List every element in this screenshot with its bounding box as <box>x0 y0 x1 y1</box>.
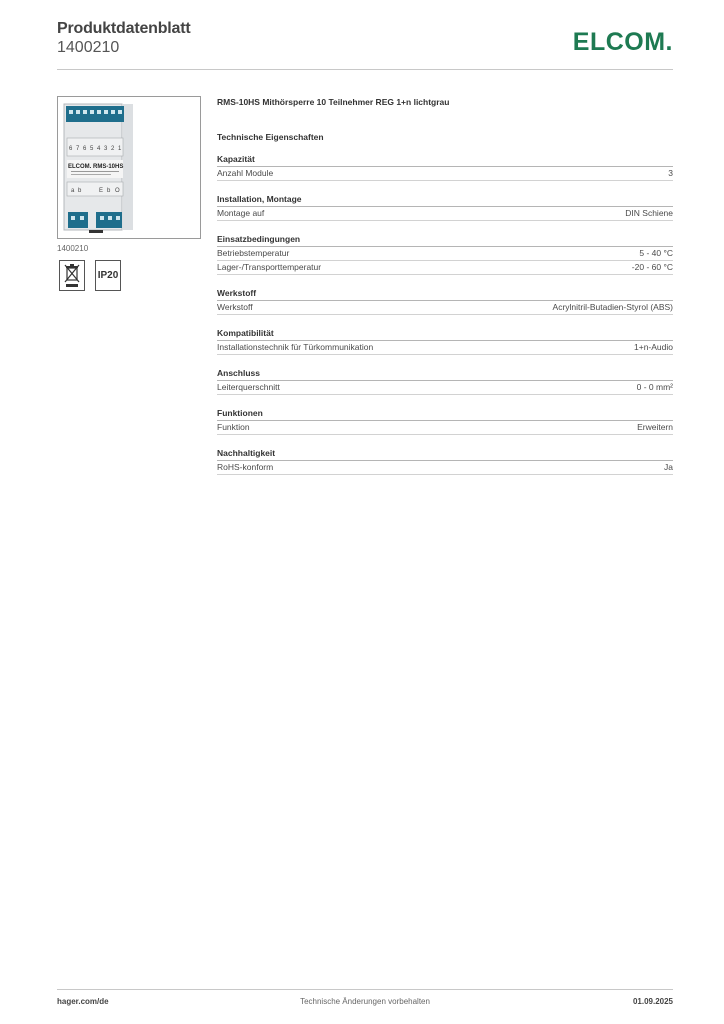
spec-label: Werkstoff <box>217 302 253 312</box>
spec-row <box>217 421 673 435</box>
spec-value: Erweitern <box>637 422 673 432</box>
spec-label: RoHS-konform <box>217 462 274 472</box>
tech-properties-title: Technische Eigenschaften <box>217 132 324 142</box>
specifications <box>217 96 673 487</box>
terminal-number: 1 <box>118 146 122 152</box>
terminal-number: 6 <box>83 146 87 152</box>
section-anschluss <box>217 367 673 395</box>
device-label: ELCOM. RMS-10HS <box>68 164 124 170</box>
terminal-number: 3 <box>104 146 108 152</box>
section-title: Kompatibilität <box>217 327 673 341</box>
terminal-letter: a <box>71 188 75 194</box>
section-title: Werkstoff <box>217 287 673 301</box>
product-name: RMS-10HS Mithörsperre 10 Teilnehmer REG 1+n lichtgrau <box>217 97 450 107</box>
section-funktionen <box>217 407 673 435</box>
spec-label: Montage auf <box>217 208 265 218</box>
spec-value: DIN Schiene <box>625 208 673 218</box>
terminal-letter: b <box>107 188 111 194</box>
section-title: Installation, Montage <box>217 193 673 207</box>
elcom-logo: ELCOM. <box>572 28 673 56</box>
header-divider <box>57 69 673 70</box>
section-kapazitaet <box>217 153 673 181</box>
spec-label: Anzahl Module <box>217 168 274 178</box>
spec-row <box>217 301 673 315</box>
terminal-number: 4 <box>97 146 101 152</box>
section-title: Einsatzbedingungen <box>217 233 673 247</box>
spec-row <box>217 247 673 261</box>
ip-rating-badge <box>95 260 121 291</box>
terminal-letter: b <box>78 188 82 194</box>
spec-label: Funktion <box>217 422 250 432</box>
terminal-number: 6 <box>69 146 73 152</box>
document-title: Produktdatenblatt <box>57 20 191 37</box>
product-image-frame <box>57 96 201 239</box>
footer-divider <box>57 989 673 990</box>
spec-row <box>217 461 673 475</box>
terminal-letter: O <box>115 188 120 194</box>
weee-icon <box>59 260 85 291</box>
footer-disclaimer: Technische Änderungen vorbehalten <box>300 997 430 1006</box>
document-number: 1400210 <box>57 39 120 56</box>
section-title: Nachhaltigkeit <box>217 447 673 461</box>
spec-row <box>217 167 673 181</box>
section-werkstoff <box>217 287 673 315</box>
section-installation <box>217 193 673 221</box>
spec-label: Leiterquerschnitt <box>217 382 280 392</box>
terminal-number: 2 <box>111 146 115 152</box>
terminal-number: 5 <box>90 146 94 152</box>
section-title: Anschluss <box>217 367 673 381</box>
terminal-letter: E <box>99 188 104 194</box>
footer-website: hager.com/de <box>57 997 109 1006</box>
page-footer <box>57 997 673 1011</box>
spec-label: Installationstechnik für Türkommunikation <box>217 342 374 352</box>
section-nachhaltigkeit <box>217 447 673 475</box>
spec-value: 0 - 0 mm² <box>636 382 673 392</box>
footer-date: 01.09.2025 <box>632 997 673 1006</box>
spec-value: -20 - 60 °C <box>631 262 673 272</box>
spec-row <box>217 341 673 355</box>
spec-value: Ja <box>664 462 673 472</box>
spec-value: 5 - 40 °C <box>639 248 673 258</box>
spec-label: Lager-/Transporttemperatur <box>217 262 322 272</box>
product-image <box>63 102 195 233</box>
section-title: Kapazität <box>217 153 673 167</box>
spec-row <box>217 381 673 395</box>
spec-value: Acrylnitril-Butadien-Styrol (ABS) <box>552 302 673 312</box>
image-caption: 1400210 <box>57 244 89 253</box>
spec-label: Betriebstemperatur <box>217 248 290 258</box>
section-kompatibilitaet <box>217 327 673 355</box>
spec-value: 1+n-Audio <box>634 342 673 352</box>
ip-rating: IP20 <box>97 270 119 281</box>
section-title: Funktionen <box>217 407 673 421</box>
terminal-number: 7 <box>76 146 80 152</box>
spec-value: 3 <box>668 168 673 178</box>
section-einsatzbedingungen <box>217 233 673 275</box>
page-header <box>57 20 673 70</box>
spec-row <box>217 261 673 275</box>
spec-row <box>217 207 673 221</box>
